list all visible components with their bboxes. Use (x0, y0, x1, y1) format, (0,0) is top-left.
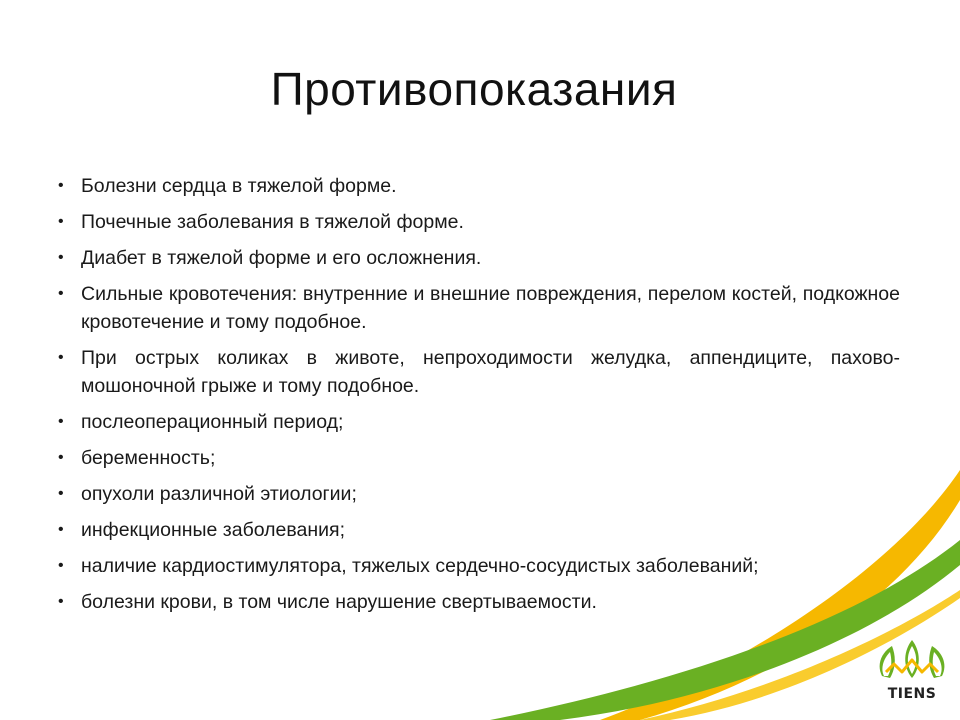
bullet-icon: • (58, 485, 64, 502)
list-item-text: опухоли различной этиологии; (81, 483, 357, 505)
list-item (56, 280, 900, 336)
list-item (56, 516, 900, 544)
bullet-icon: • (58, 593, 64, 610)
list-item (56, 444, 900, 472)
bullet-icon: • (58, 557, 64, 574)
bullet-icon: • (58, 177, 64, 194)
list-item-text: инфекционные заболевания; (81, 519, 346, 541)
bullet-icon: • (58, 285, 64, 302)
bullet-icon: • (58, 449, 64, 466)
contraindications-list (56, 172, 900, 624)
tiens-leaf-logo-icon (872, 634, 952, 714)
list-item-text: Сильные кровотечения: внутренние и внешние повреждения, перелом костей, подкожное кровотечение и тому подобное. (81, 283, 900, 333)
list-item-text: Почечные заболевания в тяжелой форме. (81, 211, 464, 233)
list-item (56, 172, 900, 200)
bullet-icon: • (58, 349, 64, 366)
list-item-text: послеоперационный период; (81, 411, 344, 433)
list-item-text: наличие кардиостимулятора, тяжелых сердечно-сосудистых заболеваний; (81, 555, 759, 577)
bullet-icon: • (58, 249, 64, 266)
bullet-icon: • (58, 413, 64, 430)
list-item (56, 480, 900, 508)
bullet-icon: • (58, 213, 64, 230)
list-item (56, 552, 900, 580)
list-item-text: беременность; (81, 447, 216, 469)
list-item-text: болезни крови, в том числе нарушение свертываемости. (81, 591, 597, 613)
list-item-text: Болезни сердца в тяжелой форме. (81, 175, 397, 197)
list-item (56, 344, 900, 400)
logo-text: TIENS (887, 686, 937, 702)
list-item (56, 208, 900, 236)
bullet-icon: • (58, 521, 64, 538)
list-item-text: При острых коликах в животе, непроходимости желудка, аппендиците, пахово-мошоночной грыже и тому подобное. (81, 347, 900, 397)
list-item-text: Диабет в тяжелой форме и его осложнения. (81, 247, 482, 269)
list-item (56, 244, 900, 272)
page-title: Противопоказания (270, 63, 678, 115)
list-item (56, 588, 900, 616)
list-item (56, 408, 900, 436)
